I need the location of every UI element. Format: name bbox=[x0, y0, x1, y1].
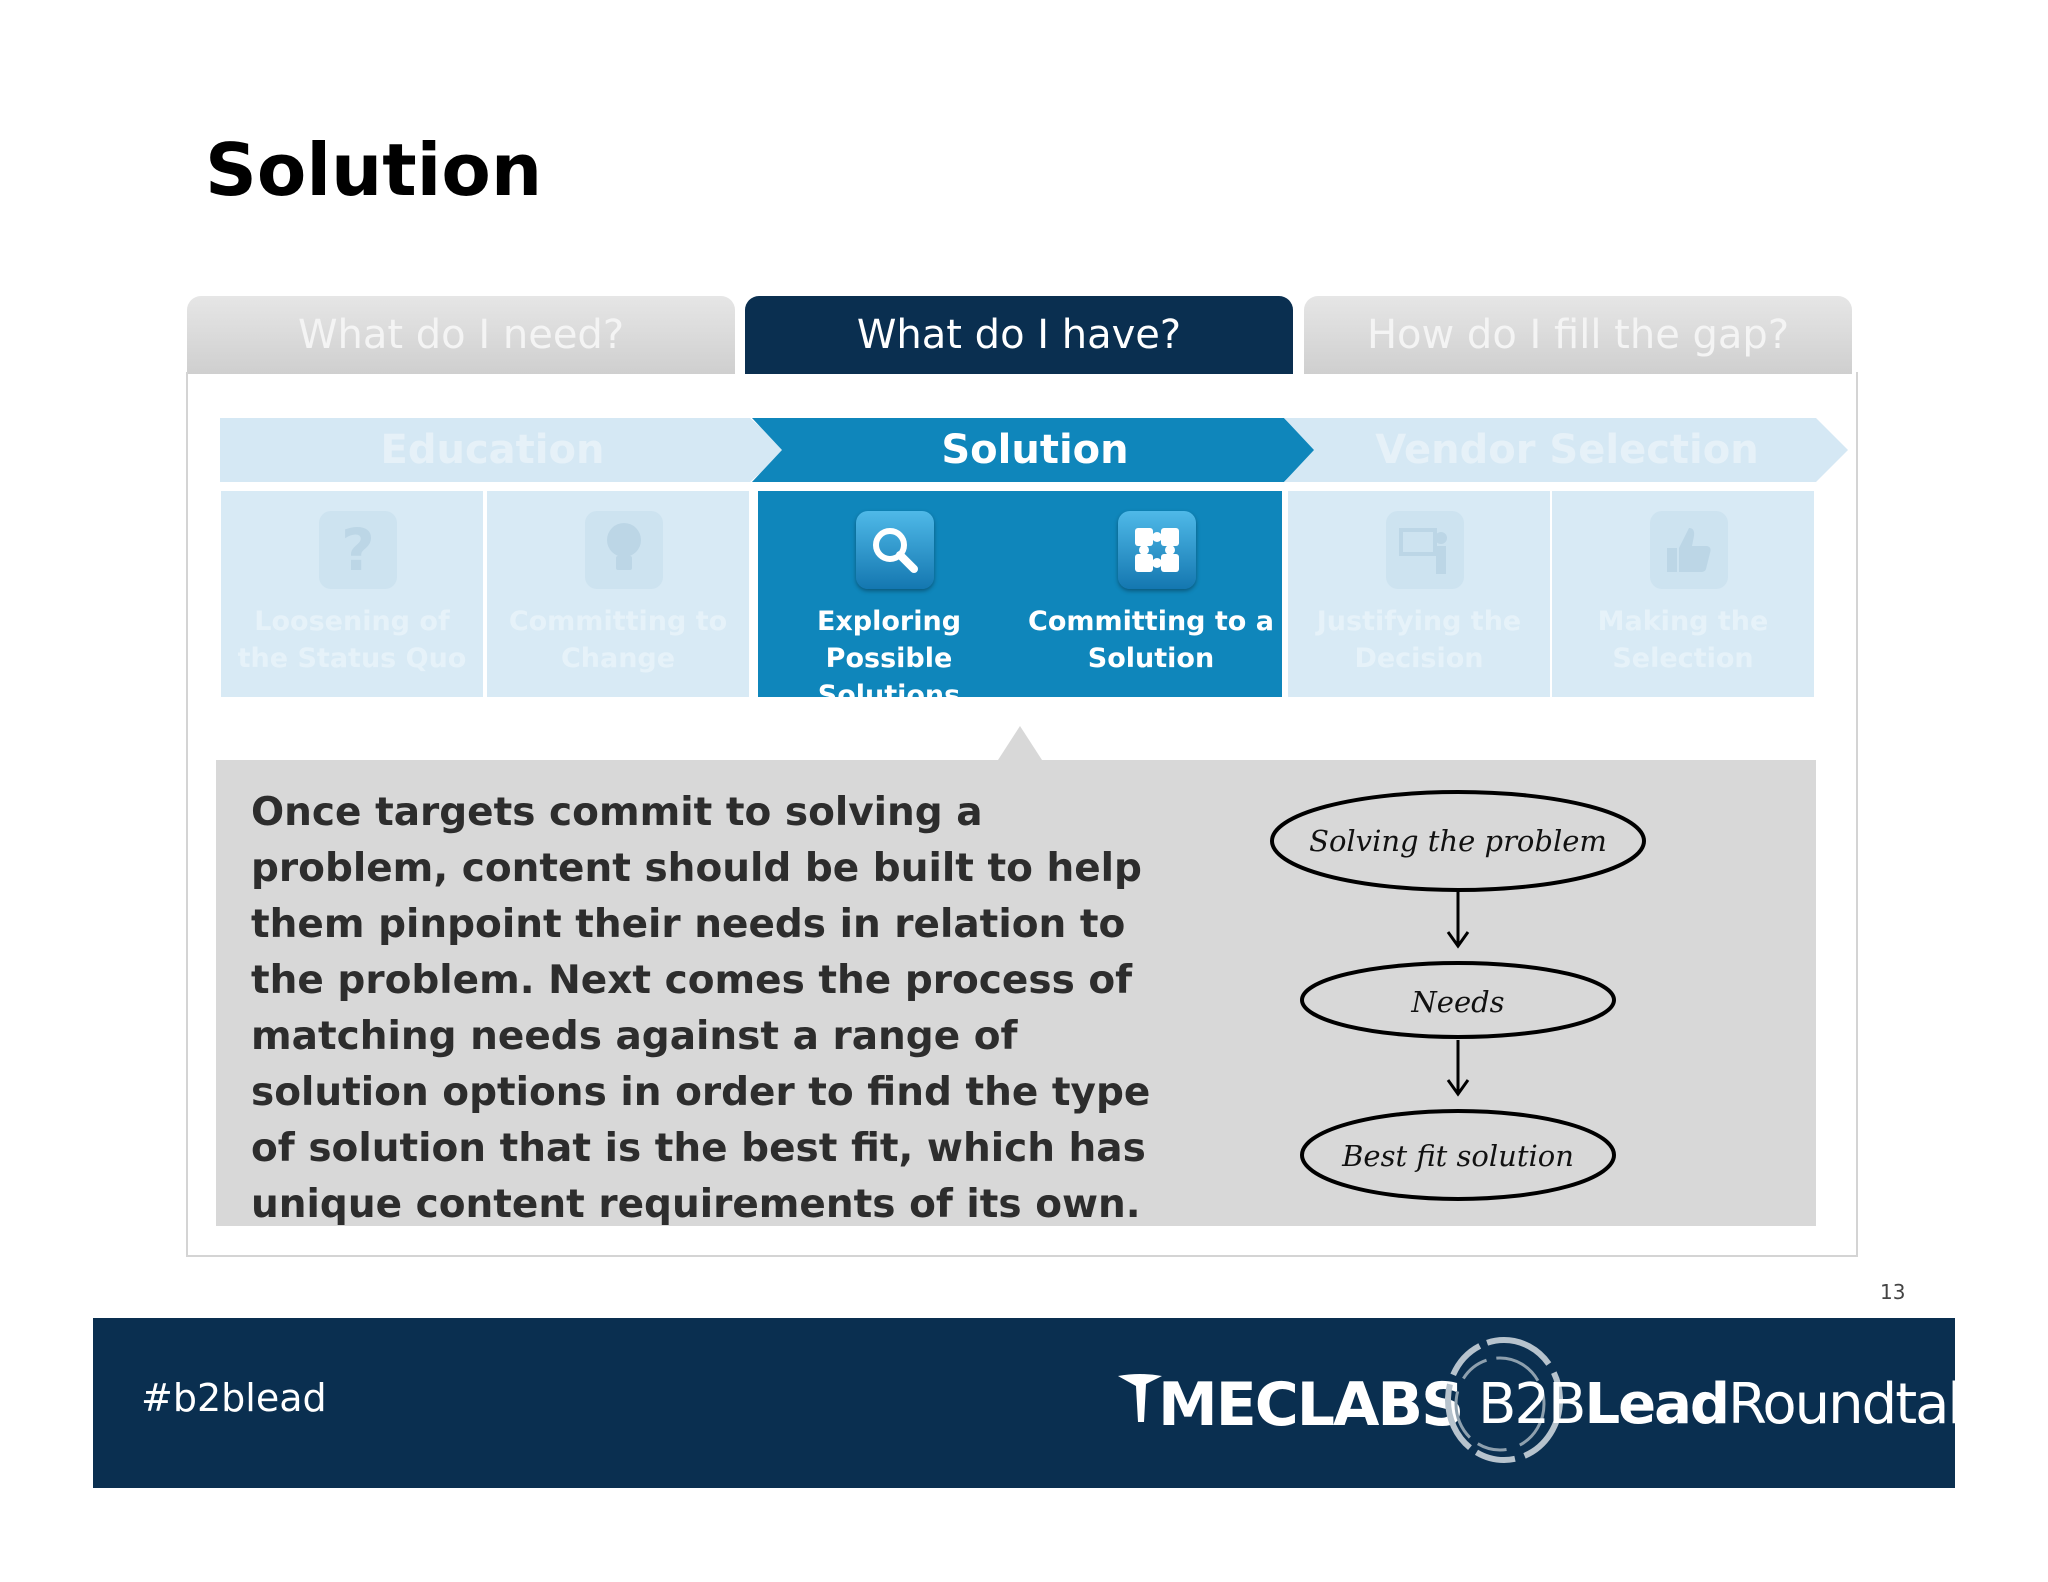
step-label: Committing to Change bbox=[508, 606, 728, 674]
puzzle-icon bbox=[1118, 511, 1196, 589]
content-pointer bbox=[998, 726, 1042, 760]
thumbs-up-icon bbox=[1650, 511, 1728, 589]
flow-arrow bbox=[1448, 892, 1468, 946]
step-justifying-the-decision bbox=[1288, 491, 1550, 697]
question-icon: ? bbox=[319, 511, 397, 589]
step-committing-to-a-solution bbox=[1020, 491, 1282, 697]
phase-solution bbox=[752, 418, 1318, 482]
magnifier-icon bbox=[856, 511, 934, 589]
step-label: Loosening of the Status Quo bbox=[237, 606, 467, 674]
step-making-the-selection bbox=[1552, 491, 1814, 697]
phase-label: Solution bbox=[941, 427, 1129, 473]
footer-hashtag: #b2blead bbox=[141, 1376, 327, 1420]
step-committing-to-change bbox=[487, 491, 749, 697]
tab-what-do-i-need[interactable]: What do I need? bbox=[187, 296, 735, 374]
phase-education bbox=[220, 418, 790, 482]
tab-how-do-i-fill-the-gap[interactable]: How do I fill the gap? bbox=[1304, 296, 1852, 374]
slide-title: Solution bbox=[205, 128, 543, 212]
phase-vendor-selection bbox=[1284, 418, 1850, 482]
lightbulb-icon bbox=[585, 511, 663, 589]
tab-what-do-i-have[interactable]: What do I have? bbox=[745, 296, 1293, 374]
chart-person-icon bbox=[1386, 511, 1464, 589]
step-exploring-possible-solutions bbox=[758, 491, 1020, 711]
flow-node-solving-the-problem: Solving the problem bbox=[1309, 824, 1607, 858]
step-label: Justifying the Decision bbox=[1316, 606, 1522, 674]
page-number: 13 bbox=[1880, 1280, 1906, 1304]
logo-lead: Lead bbox=[1584, 1372, 1729, 1437]
step-label: Exploring Possible Solutions bbox=[816, 606, 962, 711]
flow-node-best-fit-solution: Best fit solution bbox=[1342, 1139, 1574, 1173]
meclabs-logo: MECLABS bbox=[1158, 1370, 1463, 1440]
logo-roundtable: Roundtable bbox=[1728, 1372, 2028, 1437]
phase-label: Vendor Selection bbox=[1375, 427, 1759, 473]
content-body-text: Once targets commit to solving a problem, content should be built to help them pinpoint their needs in relation to the problem. Next comes the process of matching needs against a range of solution options in order to find the type of solution that is the best fit, which has unique content requirements of its own. bbox=[251, 790, 1151, 1227]
flow-node-needs: Needs bbox=[1411, 985, 1505, 1019]
flow-arrow bbox=[1448, 1040, 1468, 1094]
step-label: Making the Selection bbox=[1597, 606, 1769, 674]
step-loosening-status-quo bbox=[221, 491, 483, 697]
meclabs-logo-icon bbox=[1116, 1372, 1164, 1426]
phase-label: Education bbox=[380, 427, 605, 473]
step-label: Committing to a Solution bbox=[1028, 606, 1274, 674]
b2b-lead-roundtable-logo bbox=[1478, 1372, 2027, 1437]
logo-b2b: B2B bbox=[1478, 1372, 1585, 1437]
